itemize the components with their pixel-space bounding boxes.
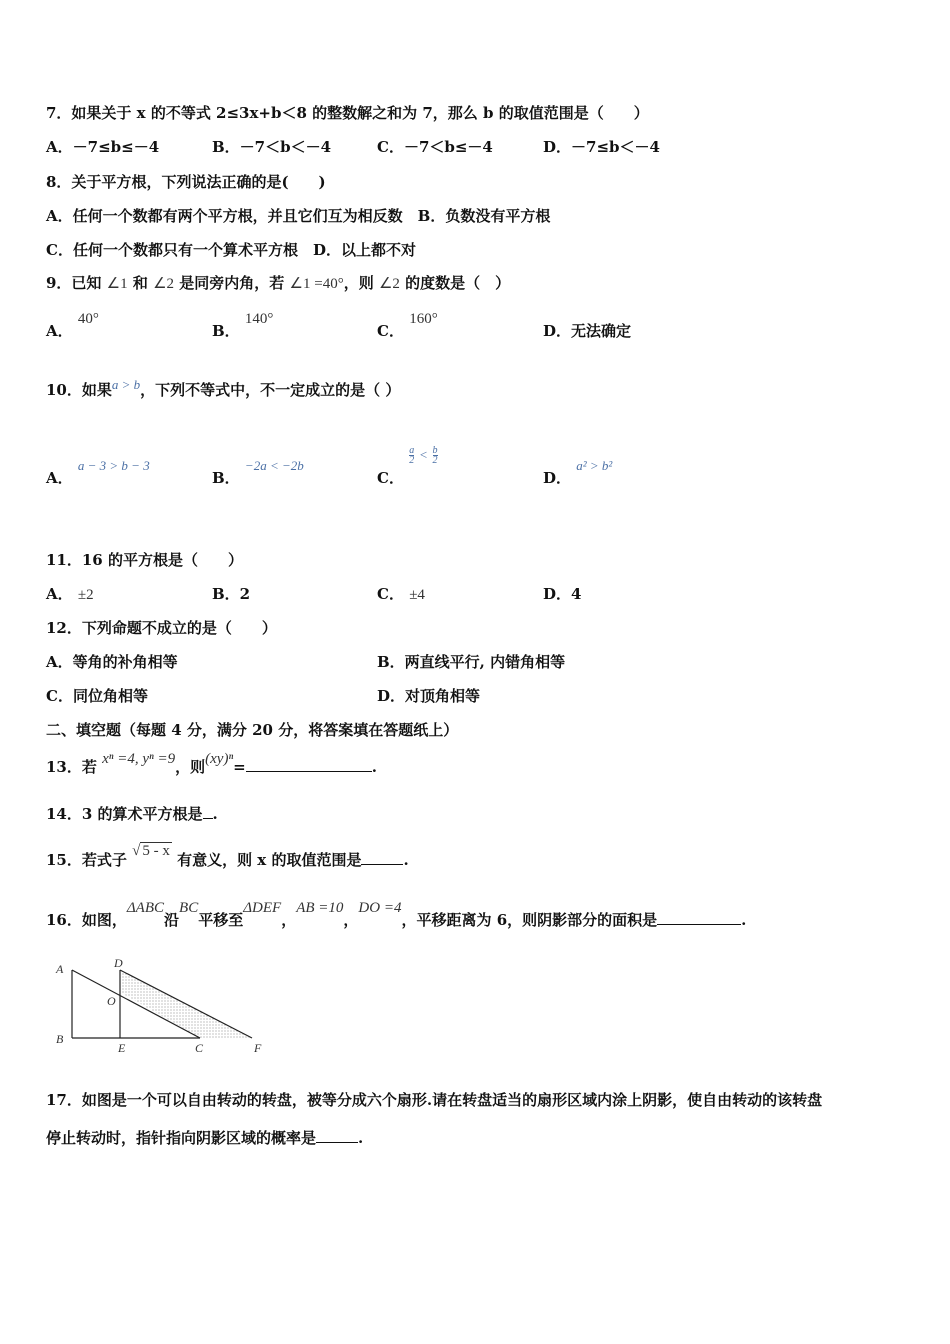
- q9-c-value: 160°: [409, 311, 438, 327]
- q10-option-b: [212, 458, 304, 488]
- q10-c-num2: b: [432, 444, 438, 456]
- q16-end: ，平移距离为 6，则阴影部分的面积是: [401, 911, 658, 929]
- q10-c-op: <: [418, 447, 428, 462]
- q15-radicand: 5 - x: [142, 843, 170, 859]
- q17-end: .: [358, 1129, 364, 1147]
- q17-line2-text: 停止转动时，指针指向阴影区域的概率是: [46, 1129, 317, 1147]
- q9-stem: [46, 272, 510, 293]
- q9-b-label: B．: [212, 322, 240, 340]
- q10-c-den1: 2: [409, 454, 415, 466]
- q7-stem: 7．如果关于 x 的不等式 2≤3x+b＜8 的整数解之和为 7，那么 b 的取值范围是（ ）: [46, 104, 649, 122]
- q10-c-den2: 2: [432, 454, 438, 466]
- q10-b-label: B．: [212, 469, 240, 487]
- q13-expression: (xy)ⁿ: [205, 751, 234, 767]
- q16-pre: 16．如图，: [46, 911, 127, 929]
- q11-c-value: ±4: [409, 587, 425, 603]
- q16-bc: BC: [179, 900, 199, 916]
- q17-line1: 17．如图是一个可以自由转动的转盘，被等分成六个扇形.请在转盘适当的扇形区域内涂上阴影，使自由转动的该转盘: [46, 1091, 823, 1109]
- label-o: O: [107, 994, 116, 1008]
- q13-stem: [46, 751, 377, 777]
- q16-along: 沿: [164, 911, 180, 929]
- q17-line2: [46, 1127, 363, 1148]
- q8-stem: 8．关于平方根，下列说法正确的是( ): [46, 173, 326, 191]
- q7-option-b: B．－7＜b＜－4: [212, 138, 332, 156]
- q16-figure: [50, 955, 270, 1061]
- q15-answer-blank[interactable]: [361, 850, 403, 865]
- q14-answer-blank[interactable]: [203, 804, 213, 819]
- q10-c-num1: a: [409, 444, 415, 456]
- q14-stem: [46, 803, 218, 824]
- q11-option-d: D．4: [543, 585, 582, 603]
- q7-option-d: D．－7≤b＜－4: [543, 138, 660, 156]
- q13-condition: xⁿ =4, yⁿ =9: [102, 751, 176, 767]
- q12-option-b: B．两直线平行, 内错角相等: [377, 653, 566, 671]
- q13-end: .: [371, 758, 377, 776]
- q9-b-value: 140°: [244, 311, 274, 327]
- label-a: A: [56, 962, 64, 976]
- q10-b-value: −2a < −2b: [244, 458, 304, 473]
- q11-a-label: A．: [46, 585, 73, 603]
- q10-a-value: a − 3 > b − 3: [77, 458, 150, 473]
- q15-stem: [46, 843, 409, 870]
- q13-equals: =: [233, 758, 246, 776]
- q16-ab: AB =10: [296, 900, 344, 916]
- q10-stem: [46, 379, 400, 400]
- q17-answer-blank[interactable]: [316, 1128, 358, 1143]
- q10-stem-end: ，下列不等式中，不一定成立的是（ ）: [140, 381, 401, 399]
- q9-option-b: [212, 311, 274, 341]
- q16-comma1: ，: [281, 911, 297, 929]
- q9-angle2-again: ∠2: [378, 276, 400, 292]
- q14-end: .: [212, 805, 218, 823]
- q10-option-c: [377, 444, 438, 489]
- q9-and: 和: [132, 274, 148, 292]
- q16-answer-blank[interactable]: [657, 910, 741, 925]
- q9-angle2: ∠2: [153, 276, 175, 292]
- q10-c-label: C．: [377, 469, 404, 487]
- q10-option-d: [543, 458, 613, 488]
- q16-stem: [46, 900, 747, 930]
- label-b: B: [56, 1032, 64, 1046]
- q9-option-c: [377, 311, 438, 341]
- label-f: F: [254, 1041, 262, 1055]
- q11-c-label: C．: [377, 585, 404, 603]
- q12-option-d: D．对顶角相等: [377, 687, 481, 705]
- q11-option-b: B．2: [212, 585, 251, 603]
- q9-option-d: D．无法确定: [543, 322, 632, 340]
- q11-option-c: [377, 583, 425, 604]
- q11-a-value: ±2: [77, 587, 94, 603]
- q10-option-a: [46, 458, 150, 488]
- q9-a-label: A．: [46, 322, 73, 340]
- q16-comma2: ，: [343, 911, 359, 929]
- q9-stem-mid: 是同旁内角，若: [179, 274, 285, 292]
- q16-triangle-def: ΔDEF: [243, 900, 282, 916]
- q11-stem: 11．16 的平方根是（ ）: [46, 551, 243, 569]
- q9-angle1: ∠1: [106, 276, 128, 292]
- q9-c-label: C．: [377, 322, 404, 340]
- q9-option-a: [46, 311, 99, 341]
- q16-do: DO =4: [358, 900, 402, 916]
- label-e: E: [118, 1041, 126, 1055]
- q9-a-value: 40°: [77, 311, 99, 327]
- q7-option-c: C．－7＜b≤－4: [377, 138, 493, 156]
- q16-triangle-abc: ΔABC: [126, 900, 165, 916]
- q11-option-a: [46, 583, 94, 604]
- q16-move: 平移至: [198, 911, 244, 929]
- label-d: D: [114, 956, 123, 970]
- q15-mid: 有意义，则 x 的取值范围是: [177, 851, 362, 869]
- q9-condition: ∠1 =40°: [289, 276, 344, 292]
- q9-stem-pre: 9．已知: [46, 274, 102, 292]
- q13-pre: 13．若: [46, 758, 97, 776]
- q12-option-c: C．同位角相等: [46, 687, 148, 705]
- q7-option-a: A．－7≤b≤－4: [46, 138, 160, 156]
- q8-options-row2: C．任何一个数都只有一个算术平方根 D．以上都不对: [46, 241, 416, 259]
- q10-stem-pre: 10．如果: [46, 381, 112, 399]
- q16-period: .: [741, 911, 747, 929]
- section-heading: 二、填空题（每题 4 分，满分 20 分，将答案填在答题纸上）: [46, 721, 459, 739]
- q15-pre: 15．若式子: [46, 851, 127, 869]
- translation-diagram: [50, 955, 270, 1057]
- q15-end: .: [403, 851, 409, 869]
- q12-stem: 12．下列命题不成立的是（ ）: [46, 619, 277, 637]
- q14-text: 14．3 的算术平方根是: [46, 805, 203, 823]
- q9-stem-mid2: ，则: [343, 274, 374, 292]
- q13-answer-blank[interactable]: [246, 757, 372, 772]
- q10-d-label: D．: [543, 469, 572, 487]
- q10-d-value: a² > b²: [576, 458, 613, 473]
- q9-stem-end: 的度数是（ ）: [405, 274, 511, 292]
- q13-mid: ，则: [175, 758, 206, 776]
- q10-condition: a > b: [111, 377, 141, 392]
- q15-radical: √ 5 - x: [132, 843, 170, 859]
- q10-a-label: A．: [46, 469, 73, 487]
- q12-option-a: A．等角的补角相等: [46, 653, 178, 671]
- q8-options-row1: A．任何一个数都有两个平方根，并且它们互为相反数 B．负数没有平方根: [46, 207, 551, 225]
- label-c: C: [195, 1041, 204, 1055]
